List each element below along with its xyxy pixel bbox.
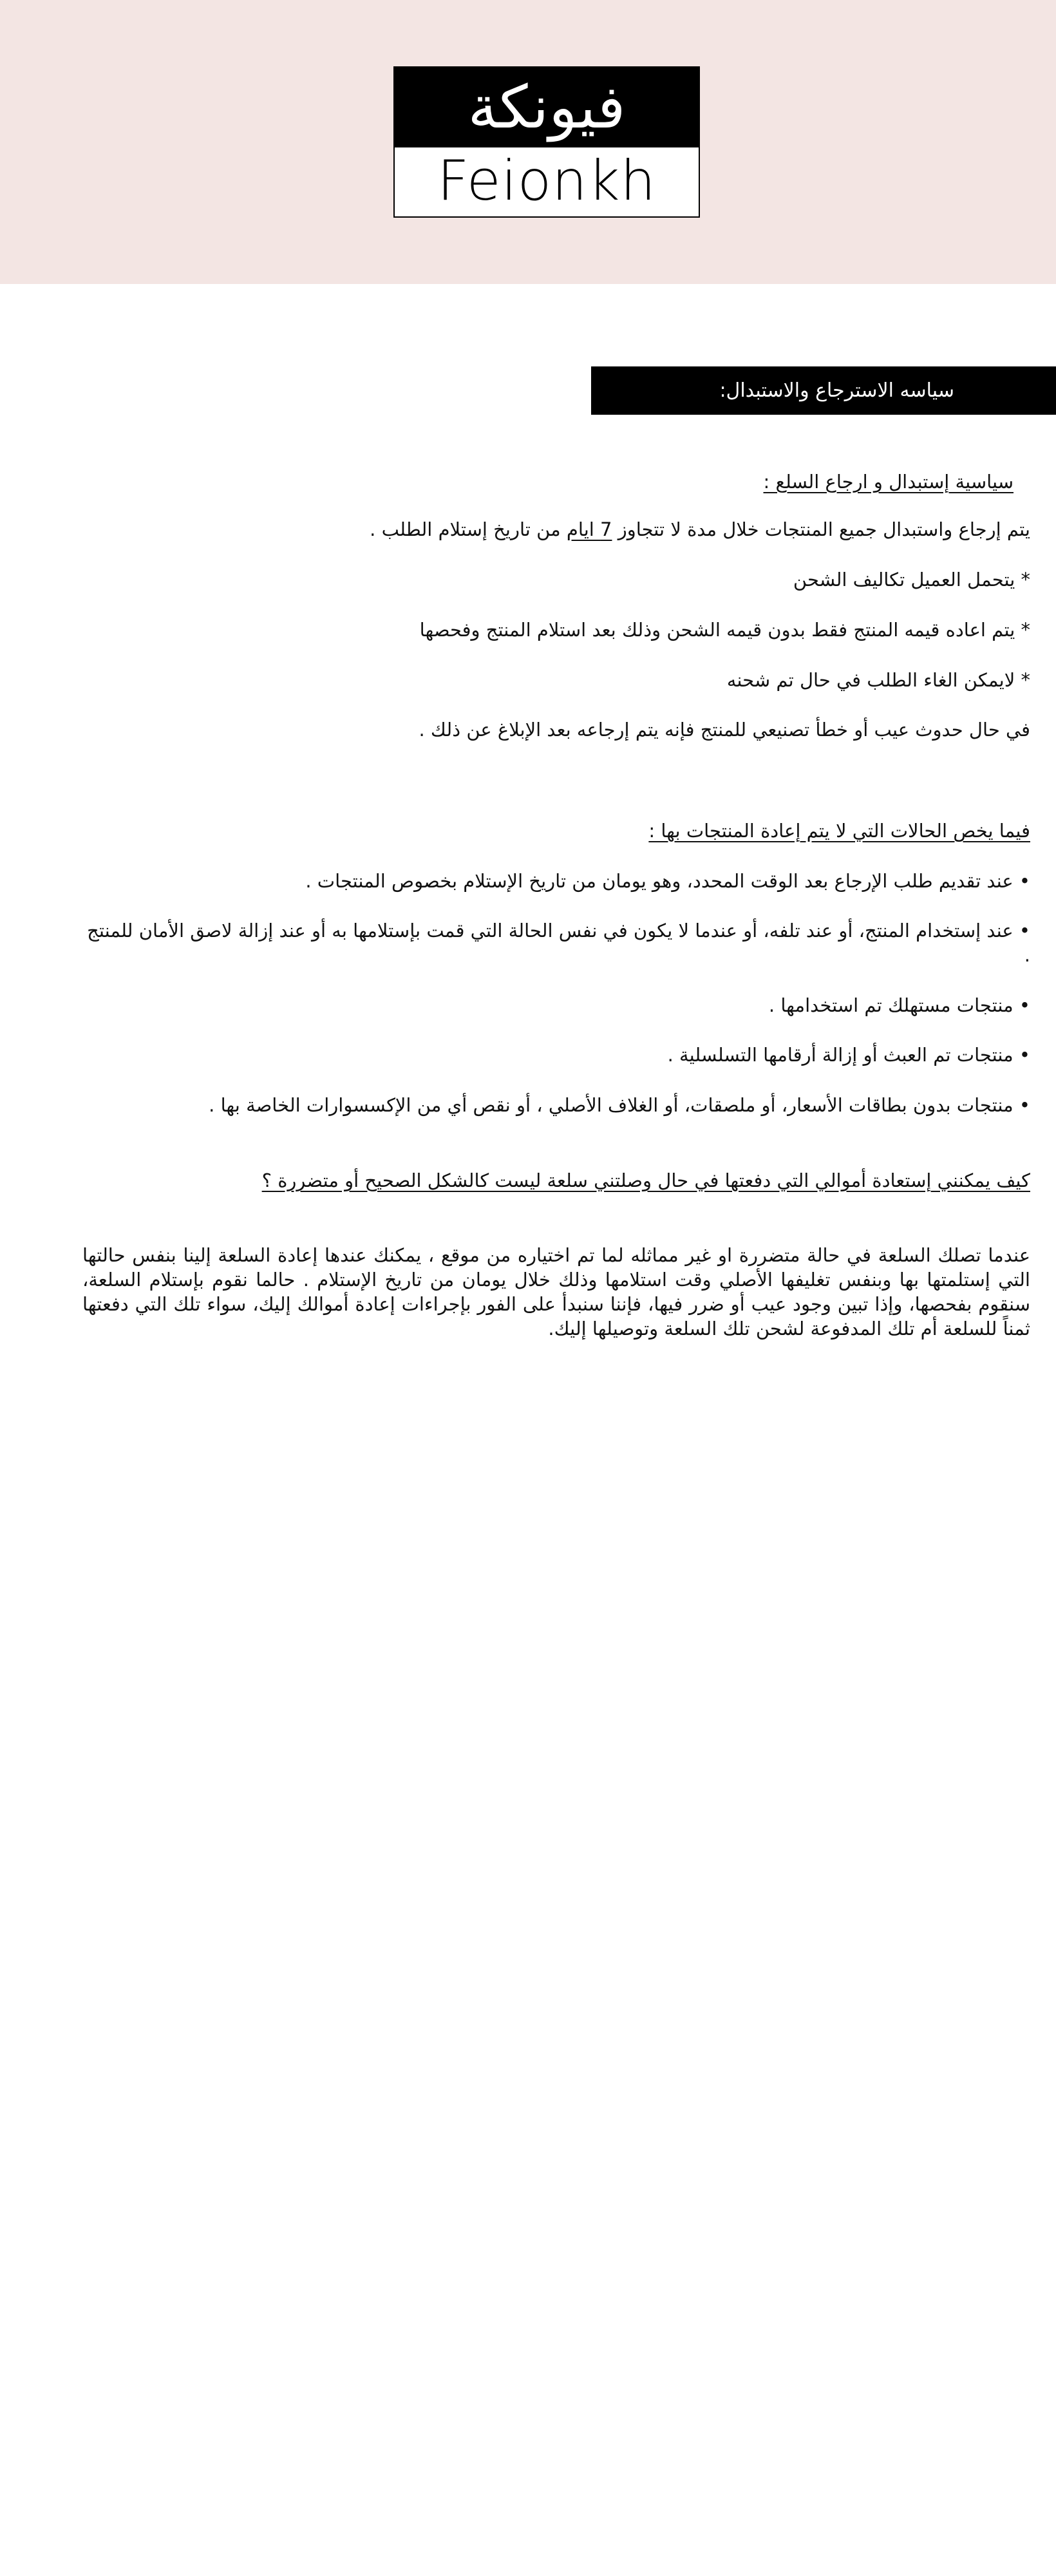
policy-period-text-start: يتم إرجاع واستبدال جميع المنتجات خلال مدة لا تتجاوز <box>612 518 1030 540</box>
policy-period-text-end: من تاريخ إستلام الطلب . <box>370 518 567 540</box>
policy-item-shipping-cost: * يتحمل العميل تكاليف الشحن <box>793 569 1030 591</box>
policy-item-no-cancel: * لايمكن الغاء الطلب في حال تم شحنه <box>726 669 1030 691</box>
policy-period-line <box>82 517 1030 542</box>
exclusion-item: • عند إستخدام المنتج، أو عند تلفه، أو عندما لا يكون في نفس الحالة التي قمت بإستلامها به أو عند إزالة لاصق الأمان للمنتج . <box>87 920 1030 966</box>
policy-heading: سياسية إستبدال و ارجاع السلع : <box>763 471 1014 493</box>
refund-answer-paragraph: عندما تصلك السلعة في حالة متضررة او غير مماثله لما تم اختياره من موقع ، يمكنك عندها إعادة السلعة إلينا بنفس حالتها التي إستلمتها بها وبنفس تغليفها الأصلي وقت استلامها وذلك خلال يومان من تاريخ الإستلام . حالما نقوم بإستلام السلعة، سنقوم بفحصها، وإذا تبين وجود عيب أو ضرر فيها، فإننا سنبدأ على الفور بإجراءات إعادة أموالك إليك، سواء تلك التي دفعتها ثمناً للسلعة أم تلك المدفوعة لشحن تلك السلعة وتوصيلها إليك. <box>82 1244 1030 1340</box>
exclusions-heading: فيما يخص الحالات التي لا يتم إعادة المنتجات بها : <box>648 820 1030 842</box>
page-title: سياسه الاسترجاع والاستبدال: <box>719 379 954 402</box>
exclusion-item: • عند تقديم طلب الإرجاع بعد الوقت المحدد، وهو يومان من تاريخ الإستلام بخصوص المنتجات . <box>305 870 1030 892</box>
brand-name-arabic: فيونكة <box>395 68 699 147</box>
policy-item-refund-value: * يتم اعاده قيمه المنتج فقط بدون قيمه الشحن وذلك بعد استلام المنتج وفحصها <box>419 619 1030 641</box>
page-title-banner <box>591 366 1056 415</box>
exclusion-item: • منتجات مستهلك تم استخدامها . <box>768 994 1030 1016</box>
refund-question-heading: كيف يمكنني إستعادة أموالي التي دفعتها في حال وصلتني سلعة ليست كالشكل الصحيح أو متضررة ؟ <box>261 1170 1030 1191</box>
brand-name-english: Feionkh <box>437 149 656 213</box>
policy-period-days: 7 ايام <box>566 518 612 540</box>
exclusion-item: • منتجات تم العبث أو إزالة أرقامها التسلسلية . <box>667 1044 1030 1066</box>
brand-logo[interactable] <box>393 66 700 218</box>
exclusion-item: • منتجات بدون بطاقات الأسعار، أو ملصقات، أو الغلاف الأصلي ، أو نقص أي من الإكسسوارات الخاصة بها . <box>209 1094 1030 1116</box>
policy-defect-note: في حال حدوث عيب أو خطأ تصنيعي للمنتج فإنه يتم إرجاعه بعد الإبلاغ عن ذلك . <box>419 719 1030 741</box>
site-header <box>0 0 1056 284</box>
